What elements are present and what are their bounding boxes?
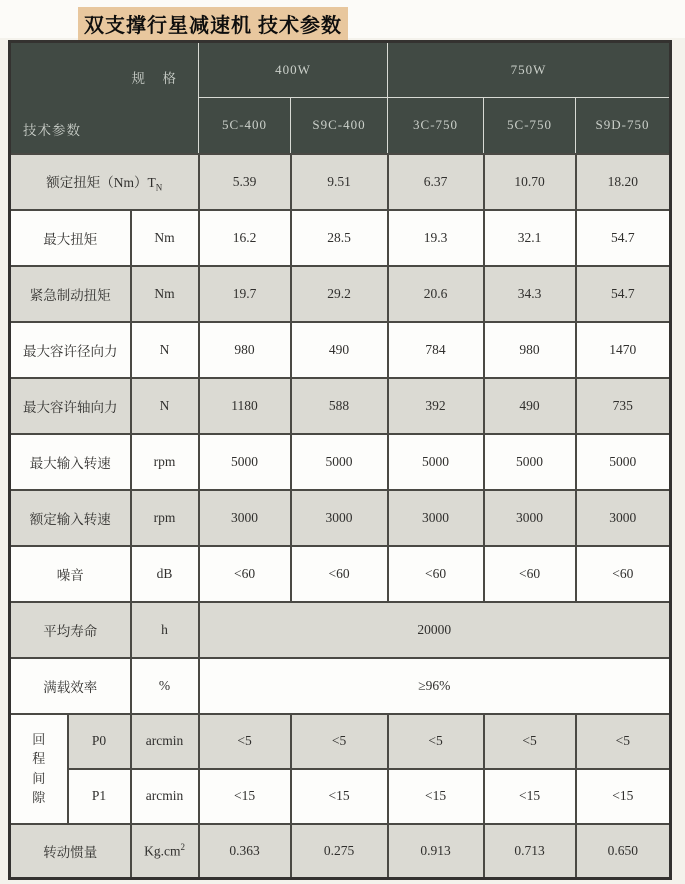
backlash-group-label: 回 程 间 隙 bbox=[32, 731, 46, 805]
value-cell: <60 bbox=[576, 546, 671, 602]
value-cell: 19.3 bbox=[388, 210, 484, 266]
value-cell: 1180 bbox=[199, 378, 291, 434]
corner-spec-label: 规 格 bbox=[131, 71, 179, 86]
value-cell: <5 bbox=[484, 714, 576, 769]
row-max-torque bbox=[10, 210, 671, 266]
param-cell: 最大输入转速 bbox=[10, 434, 131, 490]
param-cell: 最大扭矩 bbox=[10, 210, 131, 266]
model-header: S9D-750 bbox=[576, 98, 671, 154]
row-rated-torque bbox=[10, 154, 671, 210]
unit-cell: N bbox=[131, 322, 199, 378]
value-cell: 588 bbox=[291, 378, 388, 434]
value-cell: 490 bbox=[484, 378, 576, 434]
merged-value-cell: 20000 bbox=[199, 602, 671, 658]
unit-cell bbox=[131, 824, 199, 879]
row-backlash-p1 bbox=[10, 769, 671, 824]
unit-cell: Nm bbox=[131, 210, 199, 266]
unit-superscript: 2 bbox=[180, 842, 185, 852]
param-label-subscript: N bbox=[155, 182, 163, 193]
model-header: 3C-750 bbox=[388, 98, 484, 154]
row-rated-input-speed bbox=[10, 490, 671, 546]
param-cell: 紧急制动扭矩 bbox=[10, 266, 131, 322]
value-cell: 32.1 bbox=[484, 210, 576, 266]
value-cell: <15 bbox=[576, 769, 671, 824]
value-cell: <5 bbox=[388, 714, 484, 769]
value-cell: 3000 bbox=[484, 490, 576, 546]
value-cell: 34.3 bbox=[484, 266, 576, 322]
value-cell: 20.6 bbox=[388, 266, 484, 322]
value-cell: 5000 bbox=[484, 434, 576, 490]
power-group-750w: 750W bbox=[388, 42, 671, 98]
value-cell: 3000 bbox=[576, 490, 671, 546]
value-cell: 5000 bbox=[576, 434, 671, 490]
row-rotary-inertia bbox=[10, 824, 671, 879]
power-group-400w: 400W bbox=[199, 42, 388, 98]
unit-cell: Nm bbox=[131, 266, 199, 322]
value-cell: 5.39 bbox=[199, 154, 291, 210]
param-cell: 额定输入转速 bbox=[10, 490, 131, 546]
value-cell: 735 bbox=[576, 378, 671, 434]
model-header: S9C-400 bbox=[291, 98, 388, 154]
value-cell: 0.650 bbox=[576, 824, 671, 879]
spec-table bbox=[8, 40, 672, 880]
value-cell: 0.713 bbox=[484, 824, 576, 879]
param-cell: 转动惯量 bbox=[10, 824, 131, 879]
corner-diagonal-cell bbox=[10, 42, 199, 154]
value-cell: 5000 bbox=[291, 434, 388, 490]
value-cell: <60 bbox=[388, 546, 484, 602]
value-cell: 980 bbox=[199, 322, 291, 378]
value-cell: <60 bbox=[484, 546, 576, 602]
param-label: 额定扭矩（Nm）T bbox=[46, 174, 156, 190]
model-header: 5C-400 bbox=[199, 98, 291, 154]
unit-cell: N bbox=[131, 378, 199, 434]
unit-label: Kg.cm bbox=[144, 843, 181, 859]
value-cell: 6.37 bbox=[388, 154, 484, 210]
value-cell: 0.275 bbox=[291, 824, 388, 879]
param-cell: 平均寿命 bbox=[10, 602, 131, 658]
value-cell: <60 bbox=[291, 546, 388, 602]
unit-cell: rpm bbox=[131, 490, 199, 546]
unit-cell: arcmin bbox=[131, 714, 199, 769]
param-cell: 满载效率 bbox=[10, 658, 131, 714]
value-cell: 9.51 bbox=[291, 154, 388, 210]
value-cell: 980 bbox=[484, 322, 576, 378]
header-row-groups bbox=[10, 42, 671, 98]
row-max-input-speed bbox=[10, 434, 671, 490]
value-cell: 1470 bbox=[576, 322, 671, 378]
value-cell: <15 bbox=[388, 769, 484, 824]
value-cell: <5 bbox=[291, 714, 388, 769]
row-noise bbox=[10, 546, 671, 602]
row-max-radial-force bbox=[10, 322, 671, 378]
value-cell: 54.7 bbox=[576, 210, 671, 266]
value-cell: 784 bbox=[388, 322, 484, 378]
value-cell: 19.7 bbox=[199, 266, 291, 322]
value-cell: 490 bbox=[291, 322, 388, 378]
unit-cell: arcmin bbox=[131, 769, 199, 824]
model-header: 5C-750 bbox=[484, 98, 576, 154]
value-cell: <15 bbox=[291, 769, 388, 824]
title-band bbox=[78, 7, 348, 41]
value-cell: 29.2 bbox=[291, 266, 388, 322]
value-cell: 3000 bbox=[199, 490, 291, 546]
param-cell bbox=[10, 154, 199, 210]
value-cell: 10.70 bbox=[484, 154, 576, 210]
value-cell: <15 bbox=[199, 769, 291, 824]
value-cell: 0.363 bbox=[199, 824, 291, 879]
value-cell: 3000 bbox=[291, 490, 388, 546]
backlash-grade-label: P0 bbox=[68, 714, 131, 769]
unit-cell: % bbox=[131, 658, 199, 714]
value-cell: 5000 bbox=[199, 434, 291, 490]
value-cell: <60 bbox=[199, 546, 291, 602]
unit-cell: h bbox=[131, 602, 199, 658]
param-cell: 噪音 bbox=[10, 546, 131, 602]
param-cell: 最大容许轴向力 bbox=[10, 378, 131, 434]
backlash-group-cell bbox=[10, 714, 68, 824]
corner-param-label: 技术参数 bbox=[23, 122, 81, 138]
value-cell: 0.913 bbox=[388, 824, 484, 879]
row-full-load-efficiency bbox=[10, 658, 671, 714]
value-cell: <5 bbox=[199, 714, 291, 769]
value-cell: 16.2 bbox=[199, 210, 291, 266]
value-cell: 5000 bbox=[388, 434, 484, 490]
value-cell: <15 bbox=[484, 769, 576, 824]
row-backlash-p0 bbox=[10, 714, 671, 769]
value-cell: 18.20 bbox=[576, 154, 671, 210]
unit-cell: dB bbox=[131, 546, 199, 602]
param-cell: 最大容许径向力 bbox=[10, 322, 131, 378]
unit-cell: rpm bbox=[131, 434, 199, 490]
value-cell: 54.7 bbox=[576, 266, 671, 322]
backlash-grade-label: P1 bbox=[68, 769, 131, 824]
value-cell: <5 bbox=[576, 714, 671, 769]
row-average-life bbox=[10, 602, 671, 658]
merged-value-cell: ≥96% bbox=[199, 658, 671, 714]
row-max-axial-force bbox=[10, 378, 671, 434]
value-cell: 3000 bbox=[388, 490, 484, 546]
value-cell: 392 bbox=[388, 378, 484, 434]
value-cell: 28.5 bbox=[291, 210, 388, 266]
page-title: 双支撑行星减速机 技术参数 bbox=[78, 7, 348, 41]
row-emergency-brake-torque bbox=[10, 266, 671, 322]
